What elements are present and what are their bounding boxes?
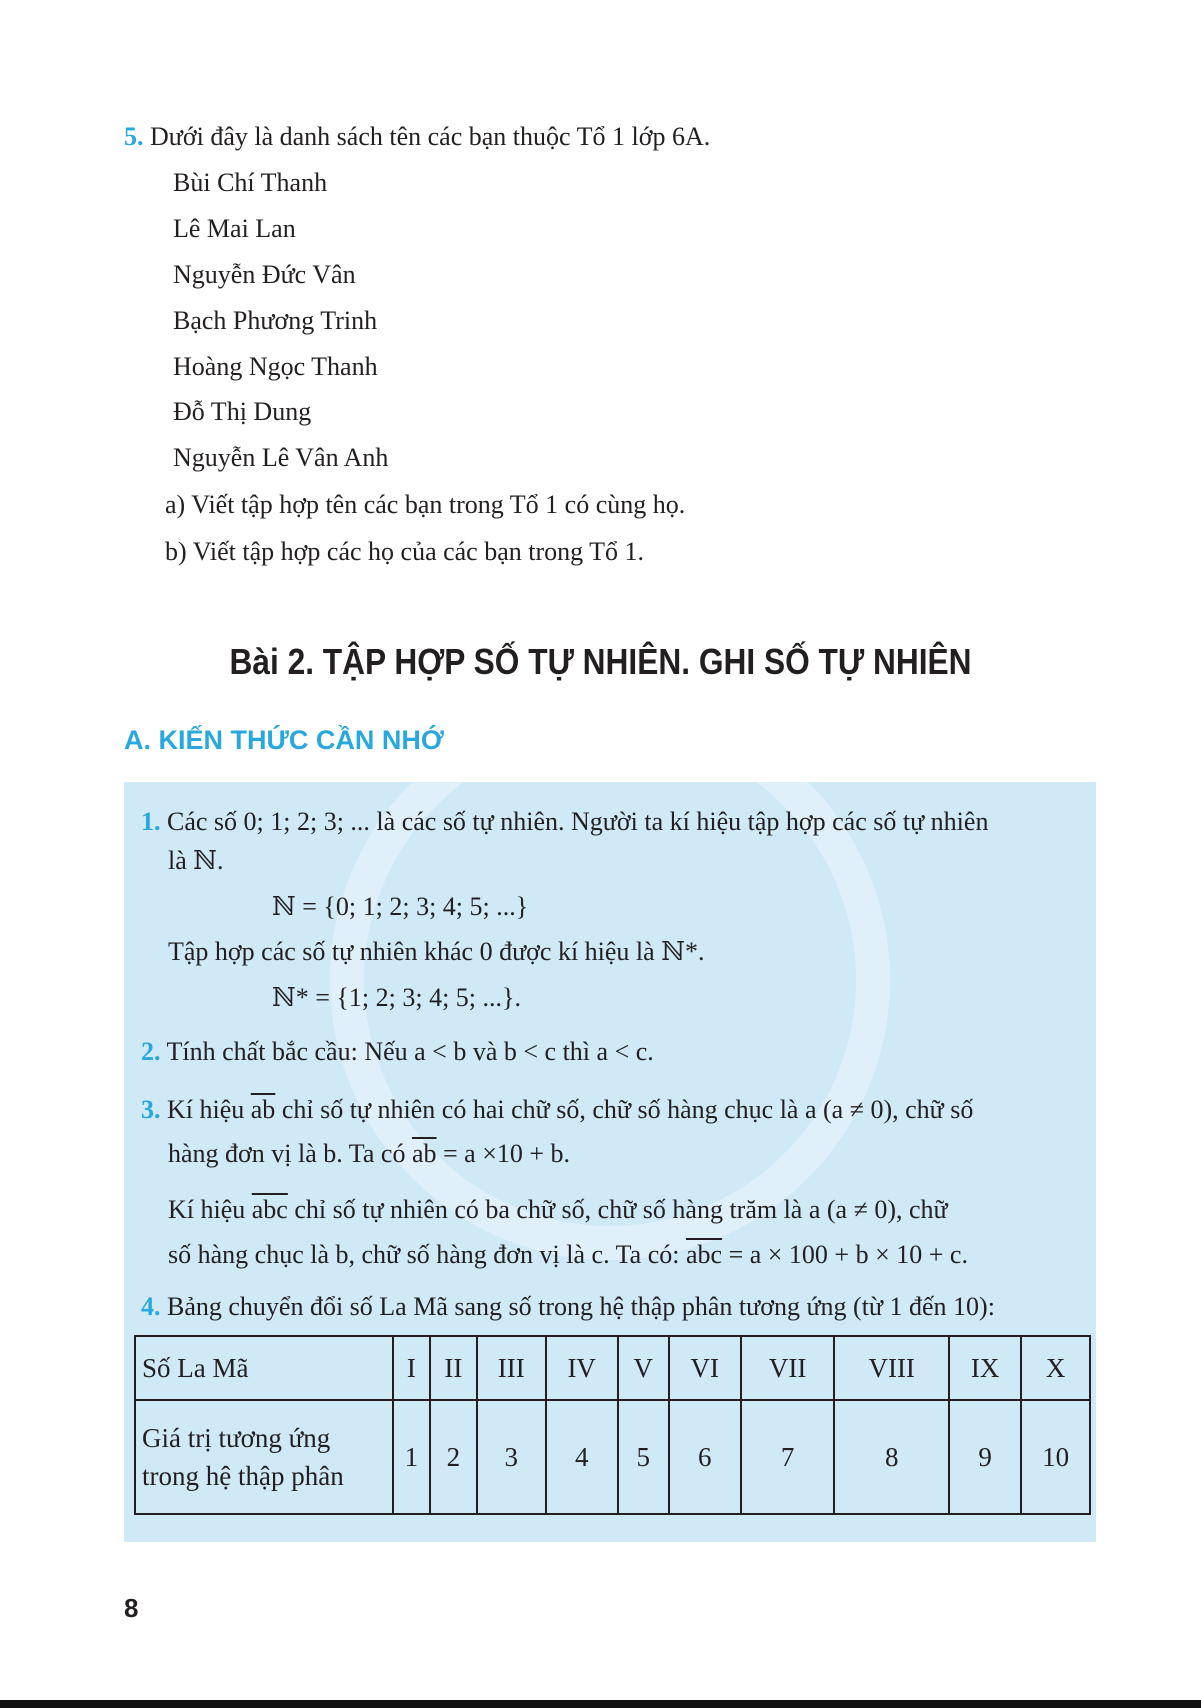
roman-cell: I <box>393 1336 430 1400</box>
question-b: b) Viết tập hợp các họ của các bạn trong Tổ 1. <box>165 537 645 566</box>
overline-ab: $\overline{ab}$ <box>250 1095 276 1124</box>
item-text: = a ×10 + b. <box>443 1139 571 1168</box>
table-row-decimal <box>135 1400 1090 1514</box>
overline-abc: $\overline{abc}$ <box>251 1195 288 1224</box>
knowledge-item-1-line1 <box>141 805 988 839</box>
roman-cell: X <box>1021 1336 1090 1400</box>
roman-cell: VII <box>741 1336 834 1400</box>
item-text: hàng đơn vị là b. Ta có <box>168 1139 406 1168</box>
table-row-roman <box>135 1336 1090 1400</box>
item-number: 4. <box>141 1292 161 1321</box>
knowledge-item-3-line1 <box>141 1093 973 1127</box>
formula-natural-star-set: ℕ* = {1; 2; 3; 4; 5; ...}. <box>272 983 522 1012</box>
item-text: Các số 0; 1; 2; 3; ... là các số tự nhiên. Người ta kí hiệu tập hợp các số tự nhiên <box>167 807 989 836</box>
decimal-cell: 5 <box>618 1400 669 1514</box>
question-a: a) Viết tập hợp tên các bạn trong Tổ 1 có cùng họ. <box>165 490 686 519</box>
item-number: 3. <box>141 1095 161 1124</box>
knowledge-item-4 <box>141 1290 995 1324</box>
bottom-divider <box>0 1700 1201 1708</box>
roman-cell: VIII <box>834 1336 949 1400</box>
student-name: Đỗ Thị Dung <box>173 397 312 426</box>
student-name: Nguyễn Đức Vân <box>173 260 356 289</box>
knowledge-item-3-line2 <box>168 1137 570 1171</box>
item-text: = a × 100 + b × 10 + c. <box>728 1240 968 1269</box>
roman-numeral-table <box>134 1335 1091 1515</box>
header-line: trong hệ thập phân <box>142 1461 344 1491</box>
decimal-cell: 2 <box>430 1400 477 1514</box>
roman-cell: V <box>618 1336 669 1400</box>
section-a-title: A. KIẾN THỨC CẦN NHỚ <box>124 725 444 755</box>
overline-ab: $\overline{ab}$ <box>411 1139 437 1168</box>
roman-cell: IX <box>949 1336 1021 1400</box>
decimal-cell: 4 <box>546 1400 618 1514</box>
decimal-cell: 1 <box>393 1400 430 1514</box>
decimal-cell: 9 <box>949 1400 1021 1514</box>
lesson-title: Bài 2. TẬP HỢP SỐ TỰ NHIÊN. GHI SỐ TỰ NHIÊN <box>229 641 972 682</box>
decimal-cell: 10 <box>1021 1400 1090 1514</box>
header-line: Giá trị tương ứng <box>142 1423 331 1453</box>
student-name: Bùi Chí Thanh <box>173 168 328 197</box>
decimal-cell: 7 <box>741 1400 834 1514</box>
knowledge-item-1-line3: Tập hợp các số tự nhiên khác 0 được kí hiệu là ℕ*. <box>168 937 705 966</box>
item-text: Kí hiệu <box>167 1095 245 1124</box>
exercise-intro-text: Dưới đây là danh sách tên các bạn thuộc Tổ 1 lớp 6A. <box>150 122 711 151</box>
student-name: Lê Mai Lan <box>173 214 296 243</box>
roman-cell: VI <box>669 1336 741 1400</box>
item-text: chỉ số tự nhiên có ba chữ số, chữ số hàng trăm là a (a ≠ 0), chữ <box>294 1195 948 1224</box>
item-number: 1. <box>141 807 161 836</box>
student-name: Hoàng Ngọc Thanh <box>173 352 378 381</box>
table-header-decimal <box>135 1400 393 1514</box>
knowledge-item-1-line2: là ℕ. <box>168 846 224 875</box>
roman-cell: II <box>430 1336 477 1400</box>
item-text: Bảng chuyển đổi số La Mã sang số trong hệ thập phân tương ứng (từ 1 đến 10): <box>167 1292 995 1321</box>
knowledge-item-3-line4 <box>168 1238 968 1272</box>
item-number: 2. <box>141 1037 161 1066</box>
student-name: Bạch Phương Trinh <box>173 306 378 335</box>
item-text: số hàng chục là b, chữ số hàng đơn vị là c. Ta có: <box>168 1240 680 1269</box>
watermark-logo-icon <box>330 700 890 1260</box>
exercise-number: 5. <box>124 122 144 151</box>
student-name: Nguyễn Lê Vân Anh <box>173 443 389 472</box>
page-number: 8 <box>124 1593 139 1623</box>
roman-cell: IV <box>546 1336 618 1400</box>
formula-natural-set: ℕ = {0; 1; 2; 3; 4; 5; ...} <box>272 892 529 921</box>
table-header-roman: Số La Mã <box>135 1336 393 1400</box>
knowledge-item-2 <box>141 1035 654 1069</box>
decimal-cell: 6 <box>669 1400 741 1514</box>
item-text: Kí hiệu <box>168 1195 246 1224</box>
decimal-cell: 3 <box>477 1400 546 1514</box>
item-text: Tính chất bắc cầu: Nếu a < b và b < c thì a < c. <box>166 1037 654 1066</box>
decimal-cell: 8 <box>834 1400 949 1514</box>
knowledge-item-3-line3 <box>168 1193 948 1227</box>
roman-cell: III <box>477 1336 546 1400</box>
item-text: chỉ số tự nhiên có hai chữ số, chữ số hàng chục là a (a ≠ 0), chữ số <box>281 1095 974 1124</box>
overline-abc: $\overline{abc}$ <box>685 1240 723 1269</box>
exercise-5-intro <box>124 120 710 154</box>
